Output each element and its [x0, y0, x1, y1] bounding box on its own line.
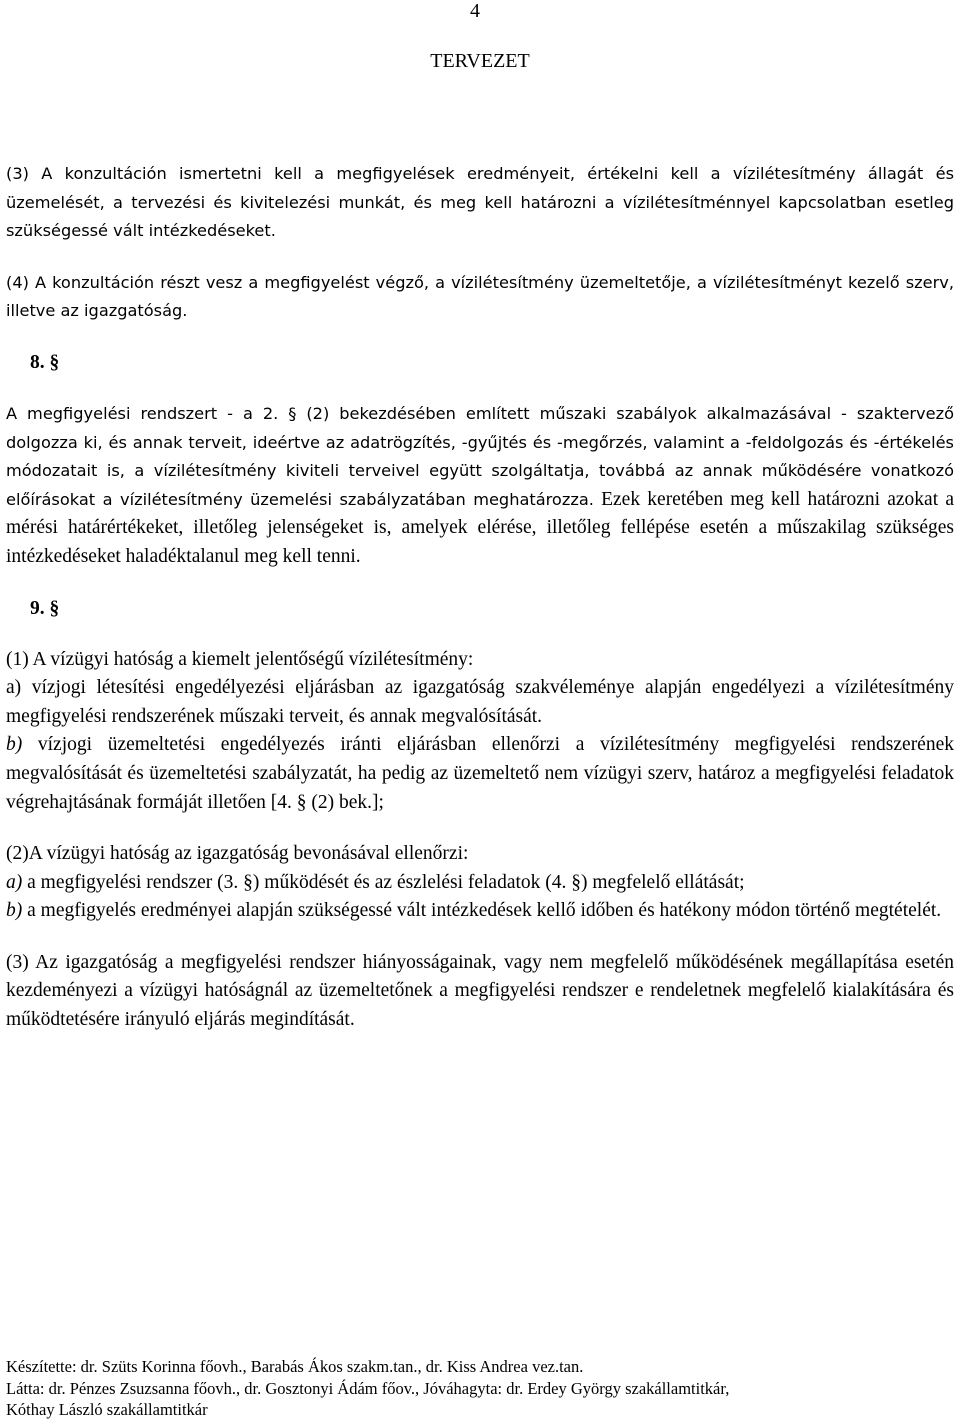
footer-approved-by: Látta: dr. Pénzes Zsuzsanna főovh., dr. Gosztonyi Ádám főov., Jóváhagyta: dr. Erdey György szakállamtitkár,	[6, 1378, 730, 1398]
item-label-a: a)	[6, 871, 23, 893]
paragraph-9-1-b	[6, 731, 954, 817]
footer-approved-by-cont: Kóthay László szakállamtitkár	[6, 1400, 208, 1419]
paragraph-9-1-a: a) vízjogi létesítési engedélyezési eljárásban az igazgatóság szakvéleménye alapján engedélyezi a vízilétesítmény megfigyelési rendszerének műszaki terveit, és annak megvalósítását.	[6, 677, 954, 727]
footer-prepared-by: Készítette: dr. Szüts Korinna főovh., Barabás Ákos szakm.tan., dr. Kiss Andrea vez.tan.	[6, 1357, 584, 1376]
paragraph-8	[6, 400, 954, 572]
document-status: TERVEZET	[430, 50, 530, 72]
paragraph-7-3: (3) A konzultáción ismertetni kell a megfigyelések eredményeit, értékelni kell a vízilétesítmény állagát és üzemelését, a tervezési és kivitelezési munkát, és meg kell határozni a vízilétesítménnyel kapcsolatban esetleg szükségessé vált intézkedéseket.	[6, 164, 954, 241]
item-label-b: b)	[6, 900, 23, 922]
paragraph-7-4: (4) A konzultáción részt vesz a megfigyelést végző, a vízilétesítmény üzemeltetője, a vízilétesítményt kezelő szerv, illetve az igazgatóság.	[6, 272, 954, 321]
item-text-b: vízjogi üzemeltetési engedélyezés iránti eljárásban ellenőrzi a vízilétesítmény megfigyelési rendszerének megvalósítását és üzemeltetési szabályzatát, ha pedig az üzemeltető nem vízügyi szerv, határoz a megfigyelési feladatok végrehajtásának formáját illetően [4. § (2) bek.];	[6, 734, 954, 813]
item-label-b: b)	[6, 734, 23, 756]
document-footer	[6, 1356, 956, 1421]
section-heading-8: 8. §	[30, 351, 60, 373]
paragraph-9-2-a	[6, 869, 954, 898]
paragraph-8-start: A megfigyelési rendszert - a 2. § (2) bekezdésében említett műszaki szabályok alkalmazásával - szaktervező dolgozza ki, és annak terveit, ideértve az adatrögzítés, -gyűjtés és -megőrzés, valamint a -feldolgozás és -értékelés módozatait is, a vízilétesítmény kiviteli terveivel együtt szolgáltatja, továbbá az annak működésére vonatkozó előírásokat a vízilétesítmény üzemelési szabályzatában meghatározza.	[6, 403, 954, 509]
paragraph-9-3: (3) Az igazgatóság a megfigyelési rendszer hiányosságainak, vagy nem megfelelő működésének megállapítása esetén kezdeményezi a vízügyi hatóságnál az üzemeltetőnek a megfigyelési rendszer e rendeletnek megfelelő kialakítására és működtetésére irányuló eljárás megindítását.	[6, 951, 954, 1031]
paragraph-9-2-b	[6, 897, 954, 926]
paragraph-9-1-intro: (1) A vízügyi hatóság a kiemelt jelentőségű vízilétesítmény:	[6, 648, 474, 670]
item-text-a: a megfigyelési rendszer (3. §) működését és az észlelési feladatok (4. §) megfelelő ellátását;	[22, 871, 745, 893]
page-number: 4	[470, 0, 480, 22]
paragraph-9-2-intro: (2)A vízügyi hatóság az igazgatóság bevonásával ellenőrzi:	[6, 843, 469, 865]
document-body	[6, 160, 954, 1035]
item-text-b: a megfigyelés eredményei alapján szükségessé vált intézkedések kellő időben és hatékony módon történő megtételét.	[22, 900, 942, 922]
section-heading-9: 9. §	[30, 597, 60, 619]
paragraph-8-end: Ezek keretében meg kell határozni azokat a mérési határértékeket, illetőleg jelenségeket is, amelyek elérése, illetőleg fellépése esetén a műszakilag szükséges intézkedéseket haladéktalanul meg kell tenni.	[6, 488, 954, 567]
